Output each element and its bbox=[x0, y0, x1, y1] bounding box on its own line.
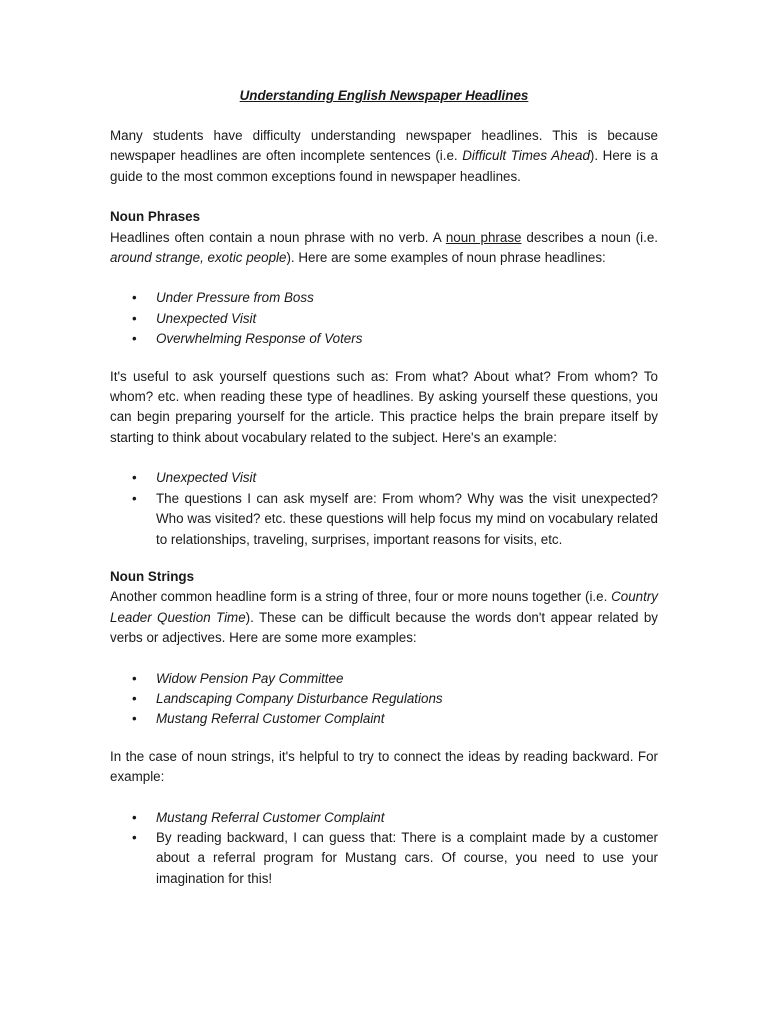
list-item: • Landscaping Company Disturbance Regulations bbox=[110, 689, 658, 709]
list-item: • Overwhelming Response of Voters bbox=[110, 329, 658, 349]
intro-example: Difficult Times Ahead bbox=[462, 148, 590, 164]
noun-string-example-list bbox=[110, 808, 658, 890]
list-item: • The questions I can ask myself are: From whom? Why was the visit unexpected? Who was visited? etc. these questions will help focus my mind on vocabulary related to relationships, traveling, surprises, important reasons for visits, etc. bbox=[110, 489, 658, 550]
list-item: • Under Pressure from Boss bbox=[110, 288, 658, 308]
section-heading-noun-strings: Noun Strings bbox=[110, 568, 195, 584]
noun-phrases-paragraph bbox=[110, 228, 658, 269]
intro-paragraph bbox=[110, 126, 658, 187]
noun-phrase-examples-list bbox=[110, 288, 658, 349]
backward-paragraph: In the case of noun strings, it's helpful to try to connect the ideas by reading backward. For example: bbox=[110, 748, 658, 785]
list-item: • Unexpected Visit bbox=[110, 309, 658, 329]
noun-strings-paragraph bbox=[110, 587, 658, 648]
noun-phrase-term: noun phrase bbox=[445, 229, 522, 245]
noun-string-examples-list bbox=[110, 669, 658, 730]
list-item: • Widow Pension Pay Committee bbox=[110, 669, 658, 689]
noun-strings-example: Country Leader Question Time bbox=[110, 589, 658, 625]
noun-phrases-text: Headlines often contain a noun phrase with no verb. A bbox=[110, 229, 446, 245]
noun-strings-text: Another common headline form is a string of three, four or more nouns together (i.e. bbox=[110, 589, 612, 605]
noun-strings-text-2: ). These can be difficult because the words don't appear related by verbs or adjectives. Here are some more examples: bbox=[110, 609, 659, 646]
page-title: Understanding English Newspaper Headlines bbox=[239, 88, 529, 103]
list-item: • Mustang Referral Customer Complaint bbox=[110, 709, 658, 729]
intro-text-end: ). Here is a guide to the most common exceptions found in newspaper headlines. bbox=[110, 148, 659, 184]
list-item: • By reading backward, I can guess that: There is a complaint made by a customer about a referral program for Mustang cars. Of course, you need to use your imagination for this! bbox=[110, 828, 658, 889]
noun-phrases-text-2: describes a noun (i.e. bbox=[521, 229, 659, 245]
section-heading-noun-phrases: Noun Phrases bbox=[110, 209, 201, 225]
noun-phrase-example-list bbox=[110, 468, 658, 550]
noun-phrases-example: around strange, exotic people bbox=[110, 250, 287, 266]
questions-paragraph: It's useful to ask yourself questions such as: From what? About what? From whom? To whom? etc. when reading these type of headlines. By asking yourself these questions, you can begin preparing yourself for the article. This practice helps the brain prepare itself by starting to think about vocabulary related to the subject. Here's an example: bbox=[110, 368, 658, 445]
intro-text: Many students have difficulty understanding newspaper headlines. This is because newspaper headlines are often incomplete sentences (i.e. bbox=[110, 128, 658, 164]
document-body bbox=[110, 86, 658, 906]
list-item: • Mustang Referral Customer Complaint bbox=[110, 808, 658, 828]
list-item: • Unexpected Visit bbox=[110, 468, 658, 488]
noun-phrases-text-3: ). Here are some examples of noun phrase headlines: bbox=[286, 250, 606, 266]
